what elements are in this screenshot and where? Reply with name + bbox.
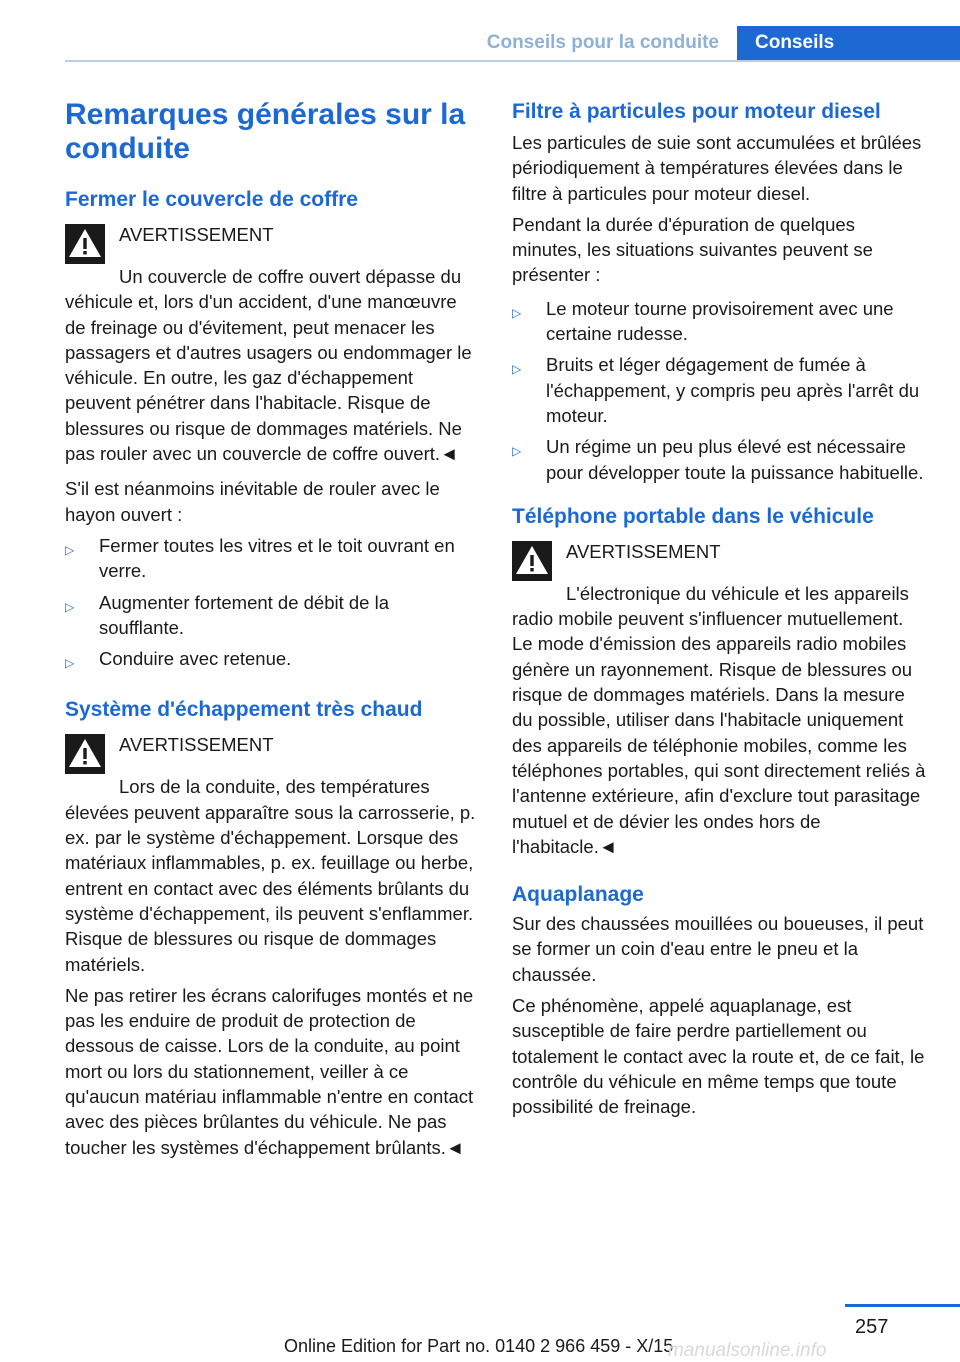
section-heading-trunk-lid: Fermer le couvercle de coffre [65, 188, 358, 211]
paragraph-soot: Les particules de suie sont accumulées et brûlées périodiquement à températures élevées dans le filtre à particules pour moteur diesel. [512, 132, 922, 204]
warning-trunk-lid [65, 222, 478, 466]
warning-text: Un couvercle de coffre ouvert dépasse du véhicule et, lors d'un accident, d'une manœuvre de freinage ou d'évitement, peut menacer les passagers et d'autres usagers ou endommager le véhicule. En outre, les gaz d'échappement peuvent pénétrer dans l'habitacle. Risque de blessures ou risque de dommages matériels. Ne pas rouler avec un couvercle de coffre ouvert.◄ [65, 266, 472, 465]
triangle-bullet-icon: ▷ [512, 444, 522, 459]
triangle-bullet-icon: ▷ [65, 656, 75, 671]
warning-triangle-icon [65, 224, 105, 264]
bullet-list-diesel [512, 296, 928, 485]
bullet-list-hatch [65, 533, 478, 676]
paragraph-water-wedge: Sur des chaussées mouillées ou boueuses, il peut se former un coin d'eau entre le pneu et la chaussée. [512, 913, 924, 985]
warning-triangle-icon [512, 541, 552, 581]
header-tabs [465, 26, 960, 60]
page-number: 257 [855, 1316, 889, 1338]
triangle-bullet-icon: ▷ [65, 599, 75, 614]
list-item: ▷ Fermer toutes les vitres et le toit ouvrant en verre. [65, 533, 478, 584]
header-rule [65, 60, 960, 62]
section-heading-exhaust: Système d'échappement très chaud [65, 698, 423, 722]
paragraph-regeneration: Pendant la durée d'épuration de quelques minutes, les situations suivantes peuvent se présenter : [512, 213, 873, 286]
list-item: ▷ Un régime un peu plus élevé est nécessaire pour développer toute la puissance habituelle. [512, 434, 928, 485]
warning-label: AVERTISSEMENT [119, 224, 274, 245]
paragraph-aquaplaning-effect: Ce phénomène, appelé aquaplanage, est susceptible de faire perdre partiellement ou totalement le contact avec la route et, de ce fait, le contrôle du véhicule en même temps que toute possibilité de freinage. [512, 995, 925, 1118]
warning-label: AVERTISSEMENT [566, 540, 721, 562]
section-heading-diesel-filter: Filtre à particules pour moteur diesel [512, 100, 881, 123]
chapter-tab[interactable]: Conseils [737, 26, 960, 60]
footer-rule [845, 1304, 960, 1307]
triangle-bullet-icon: ▷ [512, 362, 522, 377]
watermark: manualsonline.info [668, 1340, 827, 1361]
right-column [512, 98, 928, 1120]
left-column [65, 98, 478, 1160]
section-heading-aquaplaning: Aquaplanage [512, 883, 644, 907]
section-tab[interactable]: Conseils pour la conduite [486, 32, 719, 53]
triangle-bullet-icon: ▷ [512, 305, 522, 320]
paragraph-heat-shields: Ne pas retirer les écrans calorifuges montés et ne pas les enduire de produit de protection de dessous de caisse. Lors de la conduite, au point mort ou lors du stationnement, veiller à ce qu'aucun matériau inflammable n'entre en contact avec des pièces brûlantes du véhicule. Ne pas toucher les systèmes d'échappement brûlants.◄ [65, 984, 474, 1158]
paragraph-hatch-open: S'il est néanmoins inévitable de rouler avec le hayon ouvert : [65, 478, 440, 525]
list-item: ▷ Augmenter fortement de débit de la soufflante. [65, 590, 478, 641]
list-item: ▷ Le moteur tourne provisoirement avec une certaine rudesse. [512, 296, 928, 347]
warning-label: AVERTISSEMENT [119, 734, 274, 756]
warning-phone [512, 539, 928, 859]
warning-triangle-icon [65, 734, 105, 774]
warning-exhaust [65, 732, 478, 976]
warning-text: L'électronique du véhicule et les appareils radio mobile peuvent s'influencer mutuellement. Le mode d'émission des appareils radio mobiles génère un rayonnement. Risque de blessures ou risque de dommages matériels. Dans la mesure du possible, utiliser dans l'habitacle uniquement des appareils de téléphonie mobiles, comme les téléphones portables, qui sont directement reliés à l'antenne extérieure, afin d'exclure tout parasitage mutuel et de dévier les ondes hors de l'habitacle.◄ [512, 582, 926, 857]
section-heading-phone: Téléphone portable dans le véhicule [512, 504, 874, 528]
triangle-bullet-icon: ▷ [65, 542, 75, 557]
list-item: ▷ Conduire avec retenue. [65, 646, 478, 676]
page-title: Remarques générales sur la conduite [65, 98, 466, 165]
warning-text: Lors de la conduite, des températures élevées peuvent apparaître sous la carrosserie, p. ex. par le système d'échappement. Lorsque des matériaux inflammables, p. ex. feuillage ou herbe, entrent en contact avec des éléments brûlants du système d'échappement, ils peuvent s'enflammer. Risque de blessures ou risque de dommages matériels. [65, 776, 476, 975]
list-item: ▷ Bruits et léger dégagement de fumée à l'échappement, y compris peu après l'arrêt du moteur. [512, 352, 928, 428]
edition-line: Online Edition for Part no. 0140 2 966 459 - X/15 [284, 1336, 674, 1356]
